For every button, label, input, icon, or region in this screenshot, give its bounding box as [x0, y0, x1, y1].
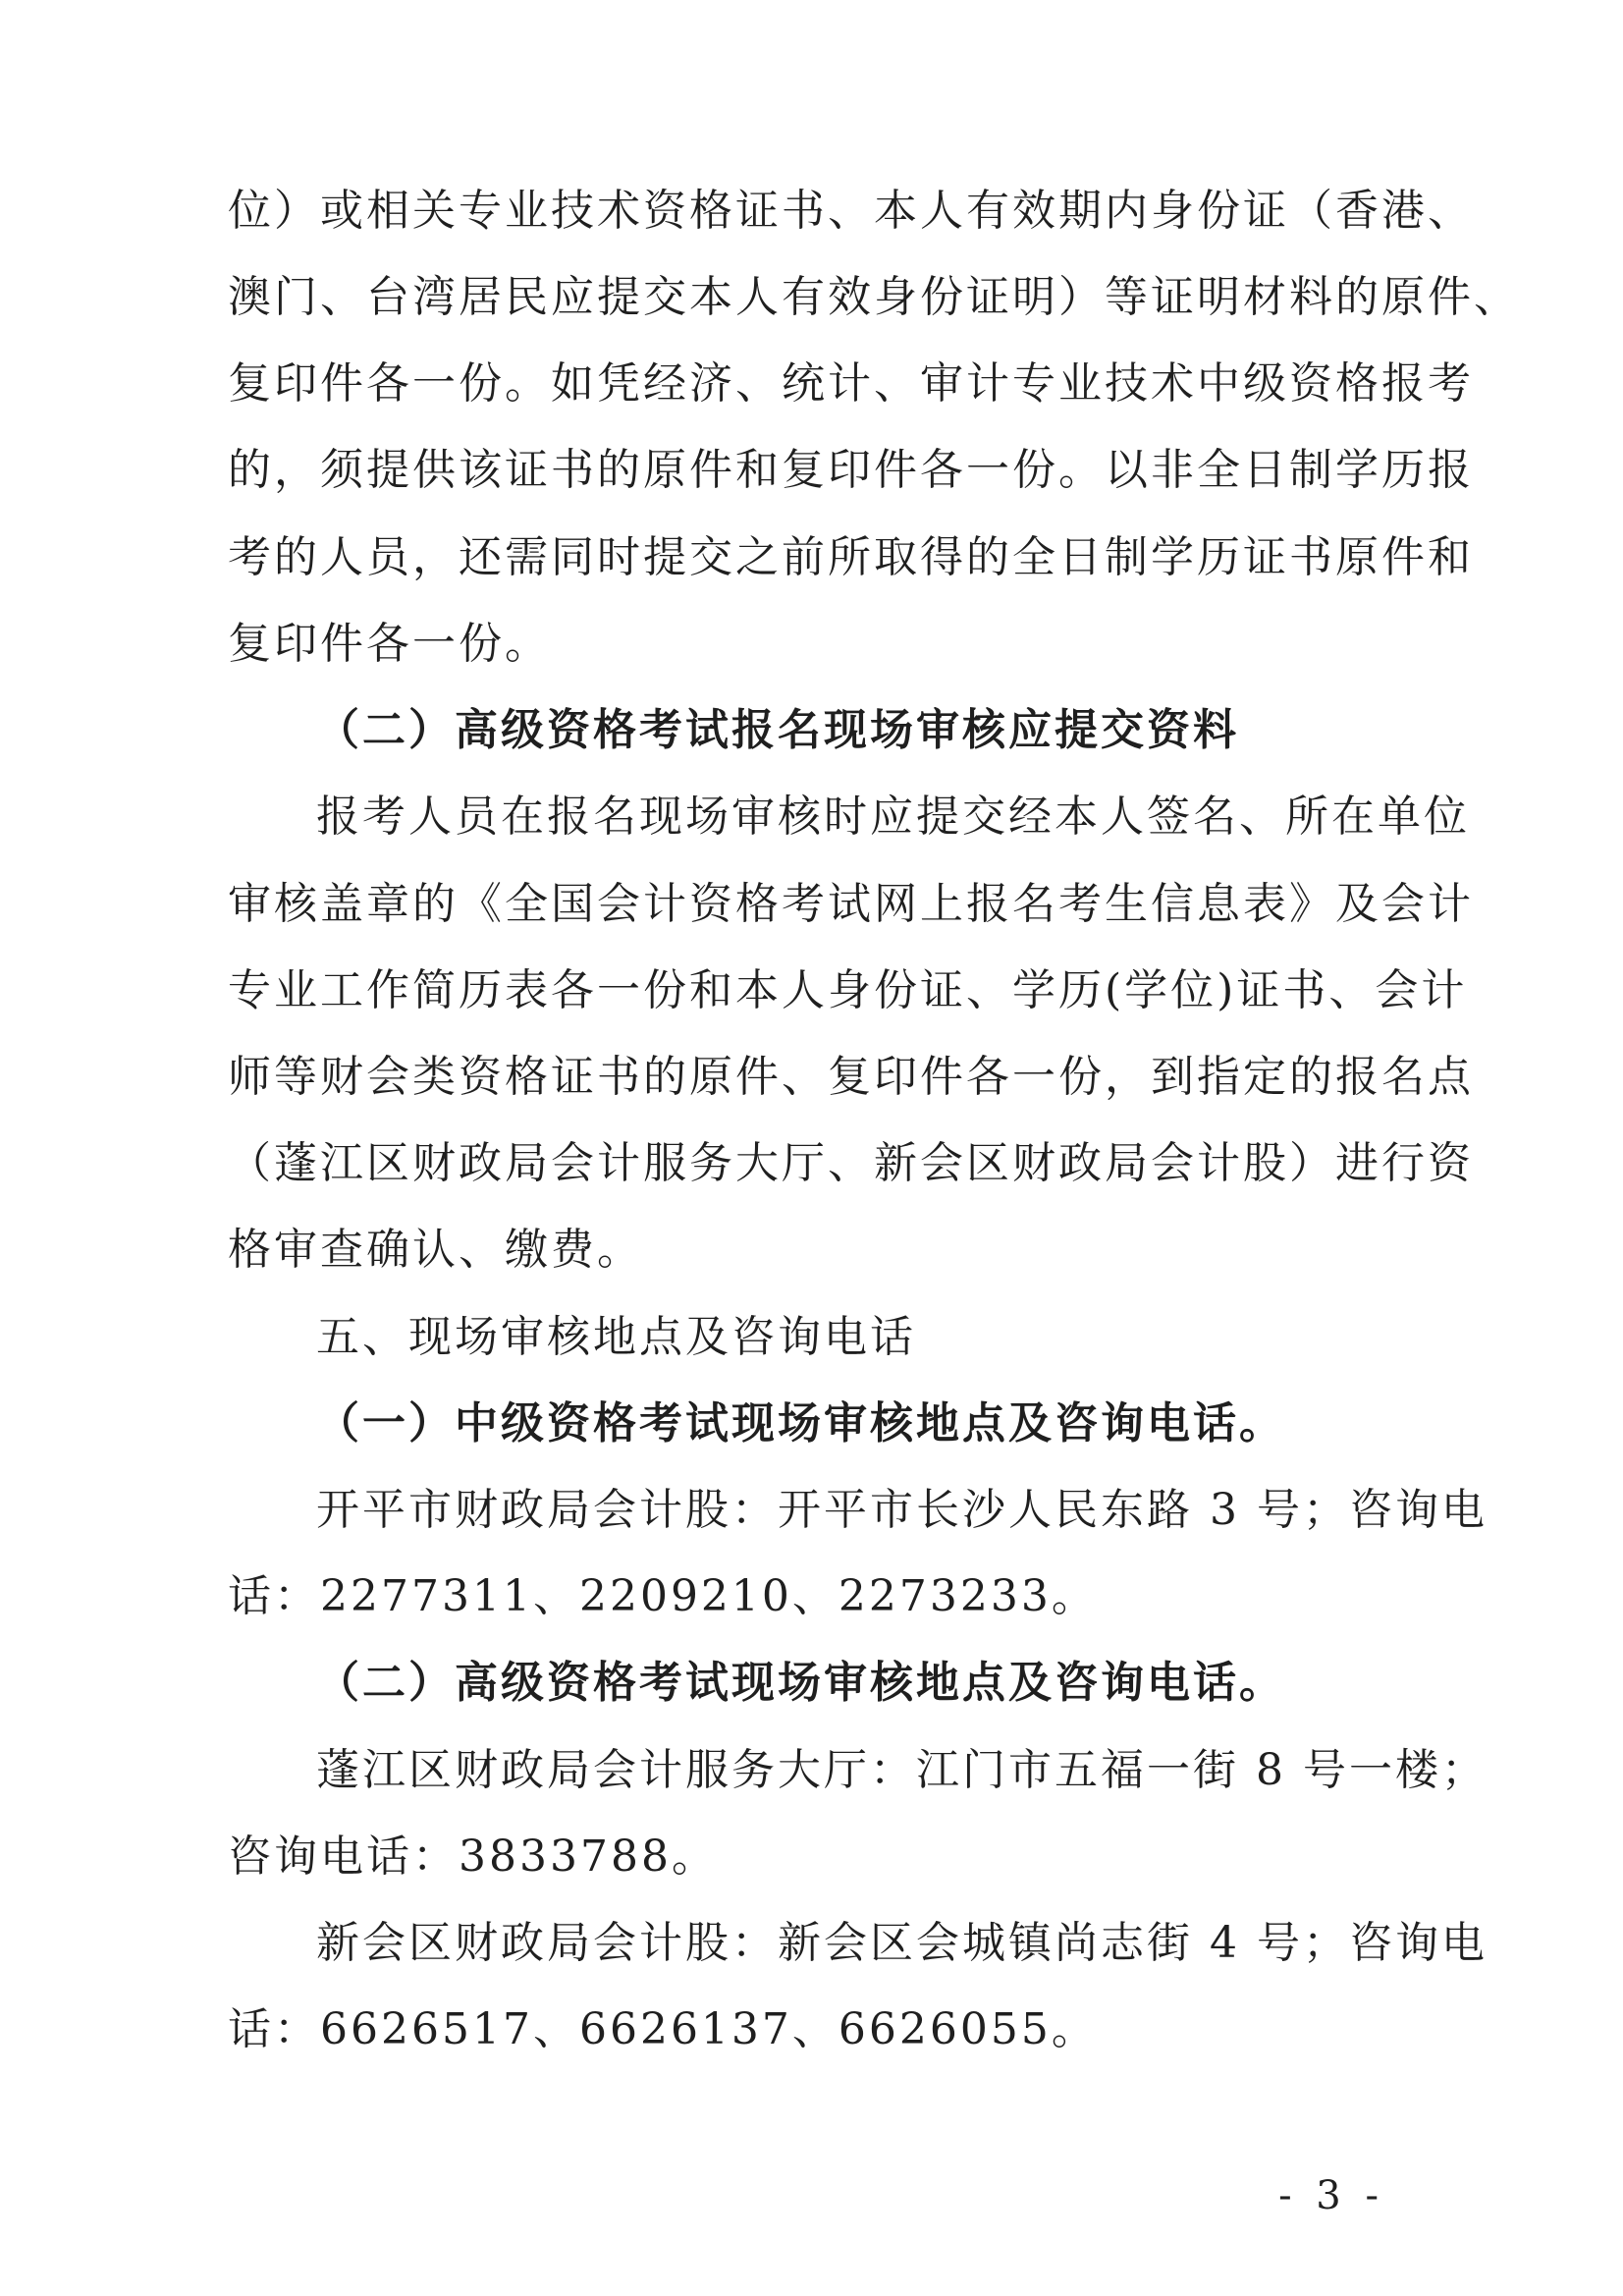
paragraph-line: 话：6626517、6626137、6626055。: [228, 2004, 1098, 2054]
paragraph-line: 考的人员，还需同时提交之前所取得的全日制学历证书原件和: [228, 532, 1474, 582]
paragraph-line: 蓬江区财政局会计服务大厅：江门市五福一街 8 号一楼；: [316, 1745, 1488, 1795]
chapter-heading: 五、现场审核地点及咨询电话: [316, 1312, 916, 1362]
paragraph-line: （蓬江区财政局会计服务大厅、新会区财政局会计股）进行资: [228, 1138, 1474, 1188]
paragraph-line: 位）或相关专业技术资格证书、本人有效期内身份证（香港、: [228, 186, 1474, 236]
paragraph-line: 话：2277311、2209210、2273233。: [228, 1571, 1098, 1621]
paragraph-line: 澳门、台湾居民应提交本人有效身份证明）等证明材料的原件、: [228, 272, 1520, 322]
section-heading: （二）高级资格考试报名现场审核应提交资料: [316, 705, 1239, 755]
paragraph-line: 审核盖章的《全国会计资格考试网上报名考生信息表》及会计: [228, 879, 1474, 929]
paragraph-line: 开平市财政局会计股：开平市长沙人民东路 3 号；咨询电: [316, 1485, 1488, 1535]
paragraph-line: 的，须提供该证书的原件和复印件各一份。以非全日制学历报: [228, 445, 1474, 495]
paragraph-line: 师等财会类资格证书的原件、复印件各一份，到指定的报名点: [228, 1052, 1474, 1102]
paragraph-line: 格审查确认、缴费。: [228, 1225, 643, 1275]
paragraph-line: 新会区财政局会计股：新会区会城镇尚志街 4 号；咨询电: [316, 1918, 1488, 1968]
paragraph-line: 报考人员在报名现场审核时应提交经本人签名、所在单位: [316, 792, 1470, 842]
section-heading: （二）高级资格考试现场审核地点及咨询电话。: [316, 1658, 1285, 1708]
paragraph-line: 专业工作简历表各一份和本人身份证、学历(学位)证书、会计: [228, 965, 1468, 1015]
page-number: - 3 -: [1278, 2173, 1384, 2218]
paragraph-line: 复印件各一份。如凭经济、统计、审计专业技术中级资格报考: [228, 358, 1474, 409]
paragraph-line: 复印件各一份。: [228, 619, 551, 669]
paragraph-line: 咨询电话：3833788。: [228, 1831, 718, 1882]
section-heading: （一）中级资格考试现场审核地点及咨询电话。: [316, 1398, 1285, 1449]
